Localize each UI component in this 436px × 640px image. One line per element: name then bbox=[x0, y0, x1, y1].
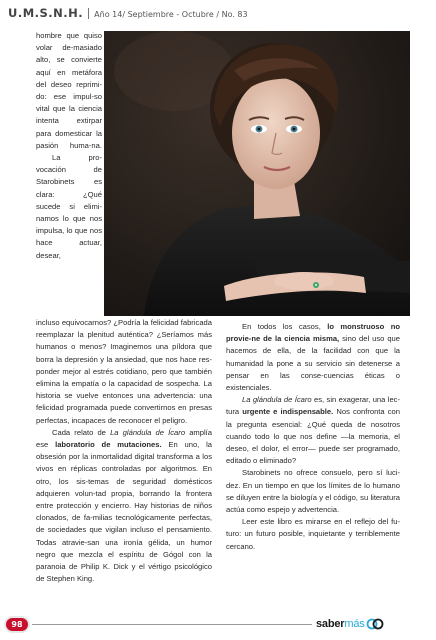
paragraph: hombre que quiso volar de-masiado alto, se convierte aquí en metáfora del deseo reprimi-do: ese impul-so vital que la ciencia intenta extirpar para domesticar la pasión huma-na. bbox=[36, 31, 102, 150]
magazine-title: U.M.S.N.H. bbox=[8, 6, 84, 20]
header-divider bbox=[88, 8, 89, 19]
paragraph: La glándula de Ícaro es, sin exagerar, una lec-tura urgente e indispensable. Nos confronta con la pregunta esencial: ¿Qué queda de nosotros cuando todo lo que nos define —la memoria, el deseo, el dolor, el error— puede ser programado, editado o eliminado? bbox=[226, 395, 400, 466]
page-number: 98 bbox=[11, 620, 23, 629]
right-text-column bbox=[226, 321, 400, 553]
left-text-column bbox=[36, 317, 212, 585]
paragraph: Leer este libro es mirarse en el reflejo del fu-turo: un futuro posible, inquietante y terriblemente cercano. bbox=[226, 517, 400, 551]
narrow-text-column bbox=[36, 30, 102, 262]
paragraph: incluso equivocarnos? ¿Podría la felicidad fabricada reemplazar la plenitud auténtica? ¿Seríamos más humanos o menos? Imaginemos una píldora que borra la depresión y la ansiedad, que nos hace res-ponder mejor al estrés cotidiano, pero que también elimina la empatía o la capacidad de sospecha. La historia se vuelve entonces una advertencia: una felicidad programada puede convertirnos en presas perfectas, incapaces de reconocer el peligro. bbox=[36, 318, 212, 425]
footer-divider bbox=[32, 624, 312, 625]
paragraph: La pro-vocación de Starobinets es clara: ¿Qué sucede si elimi-namos lo que nos impulsa, lo que nos hace actuar, desear, bbox=[36, 153, 102, 260]
author-portrait-photo bbox=[104, 31, 410, 316]
paragraph: Cada relato de La glándula de Ícaro amplía ese laboratorio de mutaciones. En uno, la obsesión por la inmortalidad digital transforma a los vivos en réplicas controladas por algoritmos. En otro, los sis-temas de seguridad domésticos adquieren volun-tad propia, borrando la frontera entre protección y encierro. Hay historias de niños clonados, de fa-milias tecnológicamente perfectas, de sociedades que vigilan incluso el pensamiento. Todas atravie-san una ironía gélida, un humor negro que mezcla el espíritu de Gógol con la paranoia de Philip K. Dick y el vértigo psicológico de Stephen King. bbox=[36, 427, 213, 584]
page-header bbox=[8, 6, 248, 20]
sabermas-logo bbox=[316, 617, 384, 631]
page-number-badge bbox=[4, 616, 30, 633]
paragraph: Starobinets no ofrece consuelo, pero sí luci-dez. En un tiempo en que los límites de lo humano se diluyen entre la biología y el código, su literatura actúa como espejo y advertencia. bbox=[226, 468, 400, 515]
issue-info: Año 14/ Septiembre - Octubre / No. 83 bbox=[94, 10, 248, 19]
logo-wordmark: sabermás bbox=[316, 618, 365, 630]
paragraph: En todos los casos, lo monstruoso no provie-ne de la ciencia misma, sino del uso que hacemos de ella, de la facilidad con que la humanidad la pone a su servicio sin detenerse a pensar en las conse-cuencias éticas o existenciales. bbox=[226, 322, 400, 393]
logo-symbol-icon bbox=[366, 617, 384, 631]
